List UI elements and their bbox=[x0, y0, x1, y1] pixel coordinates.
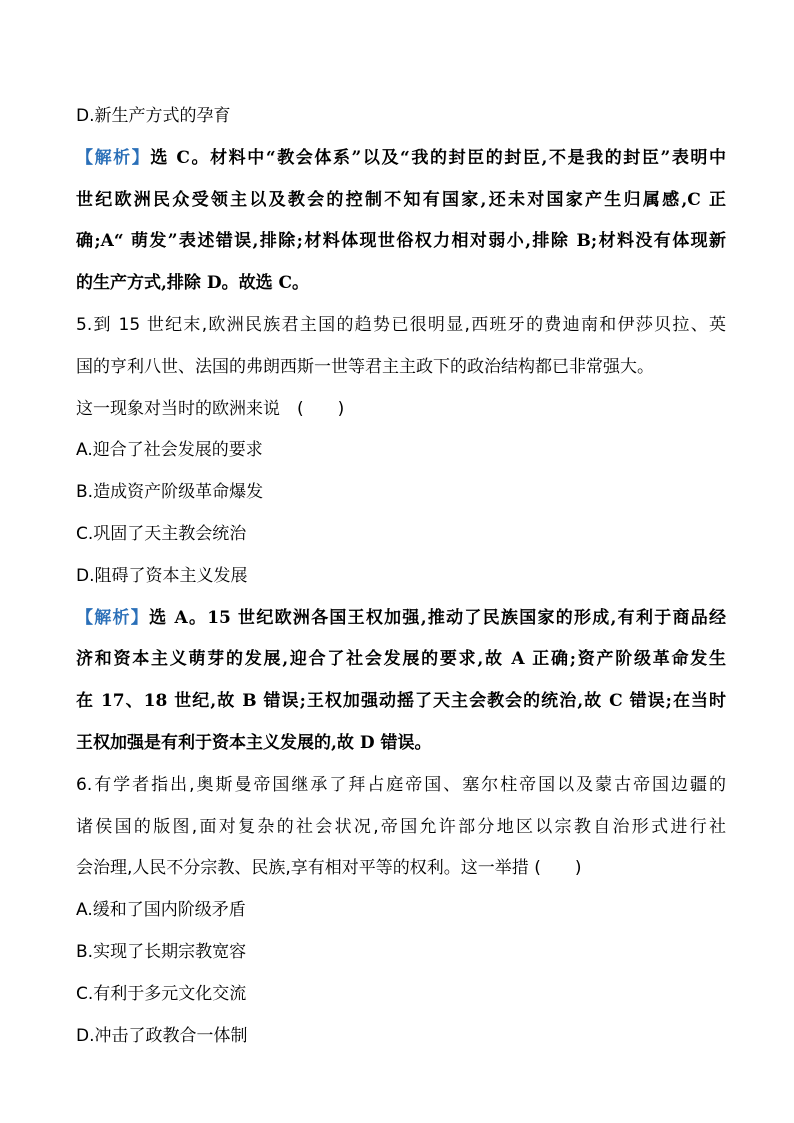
analysis-tag: 【解析】 bbox=[76, 147, 151, 168]
q5-analysis-line-3: 在 17、18 世纪,故 B 错误;王权加强动摇了天主会教会的统治,故 C 错误;在当时 bbox=[76, 691, 726, 712]
q5-analysis-line-1 bbox=[76, 598, 726, 640]
document-page bbox=[76, 96, 726, 1057]
q6-stem-line-1: 6.有学者指出,奥斯曼帝国继承了拜占庭帝国、塞尔柱帝国以及蒙古帝国边疆的 bbox=[76, 774, 726, 795]
q4-analysis-line-2: 世纪欧洲民众受领主以及教会的控制不知有国家,还未对国家产生归属感,C 正 bbox=[76, 189, 726, 210]
q6-option-b: B.实现了长期宗教宽容 bbox=[76, 941, 247, 962]
q5-option-b: B.造成资产阶级革命爆发 bbox=[76, 482, 264, 503]
q6-option-a: A.缓和了国内阶级矛盾 bbox=[76, 900, 246, 921]
q6-option-c: C.有利于多元文化交流 bbox=[76, 983, 247, 1004]
q4-analysis-line-1 bbox=[76, 138, 726, 180]
q4-analysis-line-3: 确;A“ 萌发”表述错误,排除;材料体现世俗权力相对弱小,排除 B;材料没有体现新 bbox=[76, 231, 726, 252]
q4-analysis-line-4: 的生产方式,排除 D。故选 C。 bbox=[76, 273, 310, 294]
q6-stem-line-3: 会治理,人民不分宗教、民族,享有相对平等的权利。这一举措 ( ) bbox=[76, 858, 582, 879]
q5-analysis-line-2: 济和资本主义萌芽的发展,迎合了社会发展的要求,故 A 正确;资产阶级革命发生 bbox=[76, 649, 726, 670]
q5-stem-line-1: 5.到 15 世纪末,欧洲民族君主国的趋势已很明显,西班牙的费迪南和伊莎贝拉、英 bbox=[76, 314, 726, 335]
analysis-tag: 【解析】 bbox=[76, 607, 150, 628]
q5-option-c: C.巩固了天主教会统治 bbox=[76, 523, 247, 544]
q5-stem-line-2: 国的亨利八世、法国的弗朗西斯一世等君主主政下的政治结构都已非常强大。 bbox=[76, 356, 654, 377]
q5-analysis-text-1: 选 A。15 世纪欧洲各国王权加强,推动了民族国家的形成,有利于商品经 bbox=[149, 607, 726, 628]
q6-stem-line-2: 诸侯国的版图,面对复杂的社会状况,帝国允许部分地区以宗教自治形式进行社 bbox=[76, 816, 726, 837]
q5-option-a: A.迎合了社会发展的要求 bbox=[76, 440, 263, 461]
q5-option-d: D.阻碍了资本主义发展 bbox=[76, 565, 248, 586]
q6-option-d: D.冲击了政教合一体制 bbox=[76, 1025, 248, 1046]
q5-stem-line-3: 这一现象对当时的欧洲来说 ( ) bbox=[76, 398, 345, 419]
q5-analysis-line-4: 王权加强是有利于资本主义发展的,故 D 错误。 bbox=[76, 732, 432, 753]
q4-analysis-text-1: 选 C。材料中“教会体系”以及“我的封臣的封臣,不是我的封臣”表明中 bbox=[150, 147, 726, 168]
q4-option-d: D.新生产方式的孕育 bbox=[76, 106, 231, 126]
